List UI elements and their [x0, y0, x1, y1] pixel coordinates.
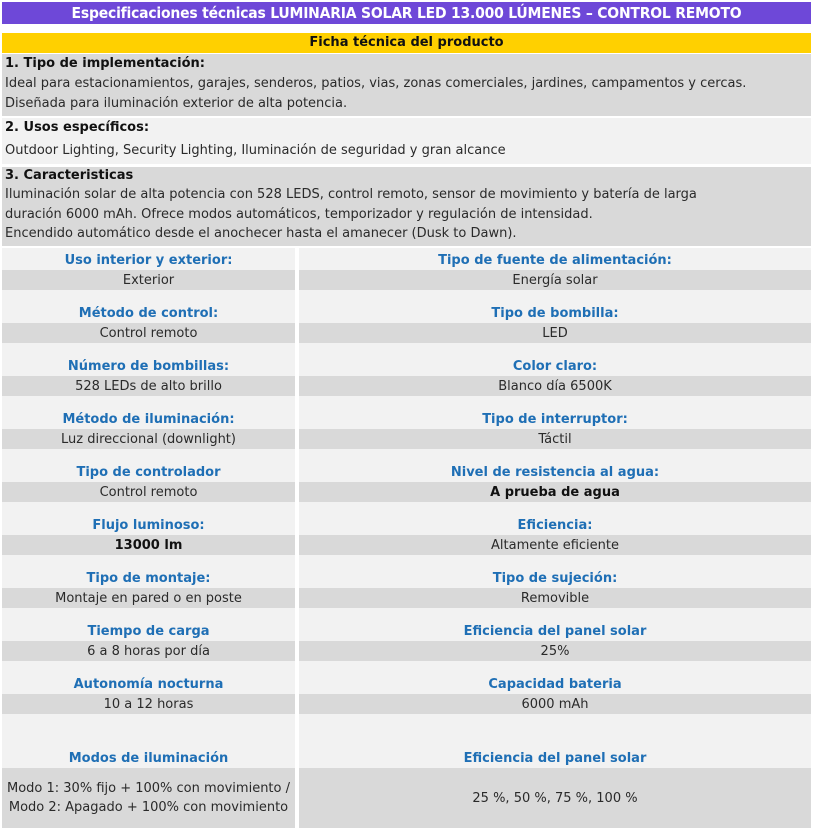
spacer-cell — [299, 502, 811, 513]
spec-label: Eficiencia: — [299, 513, 811, 535]
spacer-cell — [2, 396, 295, 407]
spec-label-row — [2, 460, 811, 482]
spacer-row — [2, 502, 811, 513]
spec-label: Tipo de fuente de alimentación: — [299, 248, 811, 270]
spacer-cell — [2, 555, 295, 566]
spec-value-row — [2, 588, 811, 608]
spacer-cell — [299, 714, 811, 746]
spec-label: Eficiencia del panel solar — [299, 746, 811, 768]
spec-label-row — [2, 566, 811, 588]
spec-value: Modo 1: 30% fijo + 100% con movimiento / Modo 2: Apagado + 100% con movimiento — [2, 768, 295, 828]
spec-label-row — [2, 672, 811, 694]
spacer-cell — [299, 396, 811, 407]
spec-value-row — [2, 535, 811, 555]
spec-value-row — [2, 429, 811, 449]
spacer-cell — [2, 449, 295, 460]
spec-label: Autonomía nocturna — [2, 672, 295, 694]
spec-value-row — [2, 694, 811, 714]
spec-label: Tipo de sujeción: — [299, 566, 811, 588]
spec-value: Exterior — [2, 270, 295, 290]
spec-value: 10 a 12 horas — [2, 694, 295, 714]
section-implementation — [2, 54, 811, 116]
spec-label-row — [2, 746, 811, 768]
spec-label: Uso interior y exterior: — [2, 248, 295, 270]
spec-label: Método de iluminación: — [2, 407, 295, 429]
spec-label: Capacidad bateria — [299, 672, 811, 694]
spacer-cell — [2, 502, 295, 513]
spec-value: 6000 mAh — [299, 694, 811, 714]
section-heading: 1. Tipo de implementación: — [5, 56, 205, 71]
section-text-line: Encendido automático desde el anochecer hasta el amanecer (Dusk to Dawn). — [5, 226, 517, 241]
spec-value-row — [2, 768, 811, 828]
spacer-cell — [299, 449, 811, 460]
spacer-row — [2, 555, 811, 566]
spec-value: 25% — [299, 641, 811, 661]
spec-label: Tipo de montaje: — [2, 566, 295, 588]
spec-label: Eficiencia del panel solar — [299, 619, 811, 641]
spacer-cell — [2, 290, 295, 301]
section-text: Ideal para estacionamientos, garajes, senderos, patios, vias, zonas comerciales, jardines, campamentos y cercas. Diseñada para iluminación exterior de alta potencia. — [5, 76, 747, 111]
spacer-row — [2, 290, 811, 301]
spacer-cell — [2, 661, 295, 672]
spacer-cell — [2, 343, 295, 354]
spec-label: Número de bombillas: — [2, 354, 295, 376]
spec-label-row — [2, 619, 811, 641]
spec-label: Modos de iluminación — [2, 746, 295, 768]
spec-label: Nivel de resistencia al agua: — [299, 460, 811, 482]
spec-label-row — [2, 248, 811, 270]
spacer-cell — [2, 714, 295, 746]
spacer-row — [2, 661, 811, 672]
section-uses — [2, 118, 811, 164]
spec-value: A prueba de agua — [299, 482, 811, 502]
spec-label: Flujo luminoso: — [2, 513, 295, 535]
spec-label: Tiempo de carga — [2, 619, 295, 641]
spec-value: LED — [299, 323, 811, 343]
spec-value-row — [2, 323, 811, 343]
spacer-cell — [299, 608, 811, 619]
spec-label-row — [2, 301, 811, 323]
section-heading: 2. Usos específicos: — [5, 120, 150, 135]
sheet-subtitle: Ficha técnica del producto — [2, 33, 811, 53]
spec-label: Tipo de controlador — [2, 460, 295, 482]
spec-value: Control remoto — [2, 323, 295, 343]
spacer-row — [2, 396, 811, 407]
section-text: Outdoor Lighting, Security Lighting, Iluminación de seguridad y gran alcance — [5, 143, 506, 158]
section-text-line: duración 6000 mAh. Ofrece modos automáticos, temporizador y regulación de intensidad. — [5, 206, 593, 222]
spacer-cell — [299, 661, 811, 672]
spec-value: Luz direccional (downlight) — [2, 429, 295, 449]
section-heading: 3. Caracteristicas — [5, 168, 134, 183]
spec-label: Tipo de bombilla: — [299, 301, 811, 323]
spec-label: Tipo de interruptor: — [299, 407, 811, 429]
spacer-cell — [2, 608, 295, 619]
spec-value: Energía solar — [299, 270, 811, 290]
section-features — [2, 167, 811, 246]
spec-value-row — [2, 270, 811, 290]
spacer-row — [2, 714, 811, 746]
spec-value: 528 LEDs de alto brillo — [2, 376, 295, 396]
spacer-row — [2, 449, 811, 460]
spec-value: Altamente eficiente — [299, 535, 811, 555]
spec-value: Blanco día 6500K — [299, 376, 811, 396]
spec-value: Montaje en pared o en poste — [2, 588, 295, 608]
page-title: Especificaciones técnicas LUMINARIA SOLAR LED 13.000 LÚMENES – CONTROL REMOTO — [2, 2, 811, 24]
spec-table — [2, 248, 811, 828]
spec-value: Removible — [299, 588, 811, 608]
spacer-cell — [299, 343, 811, 354]
spec-value: Control remoto — [2, 482, 295, 502]
spec-value: Táctil — [299, 429, 811, 449]
spec-value-row — [2, 376, 811, 396]
spacer-cell — [299, 290, 811, 301]
spec-value-row — [2, 641, 811, 661]
spec-value: 25 %, 50 %, 75 %, 100 % — [299, 768, 811, 828]
spec-value-row — [2, 482, 811, 502]
spec-value: 13000 lm — [2, 535, 295, 555]
section-text-line: Iluminación solar de alta potencia con 528 LEDS, control remoto, sensor de movimiento y batería de larga — [5, 187, 697, 202]
spec-label: Método de control: — [2, 301, 295, 323]
spacer-row — [2, 343, 811, 354]
spec-label-row — [2, 354, 811, 376]
spec-value: 6 a 8 horas por día — [2, 641, 295, 661]
spec-label-row — [2, 513, 811, 535]
spacer-cell — [299, 555, 811, 566]
spacer-row — [2, 608, 811, 619]
spec-label: Color claro: — [299, 354, 811, 376]
spec-label-row — [2, 407, 811, 429]
